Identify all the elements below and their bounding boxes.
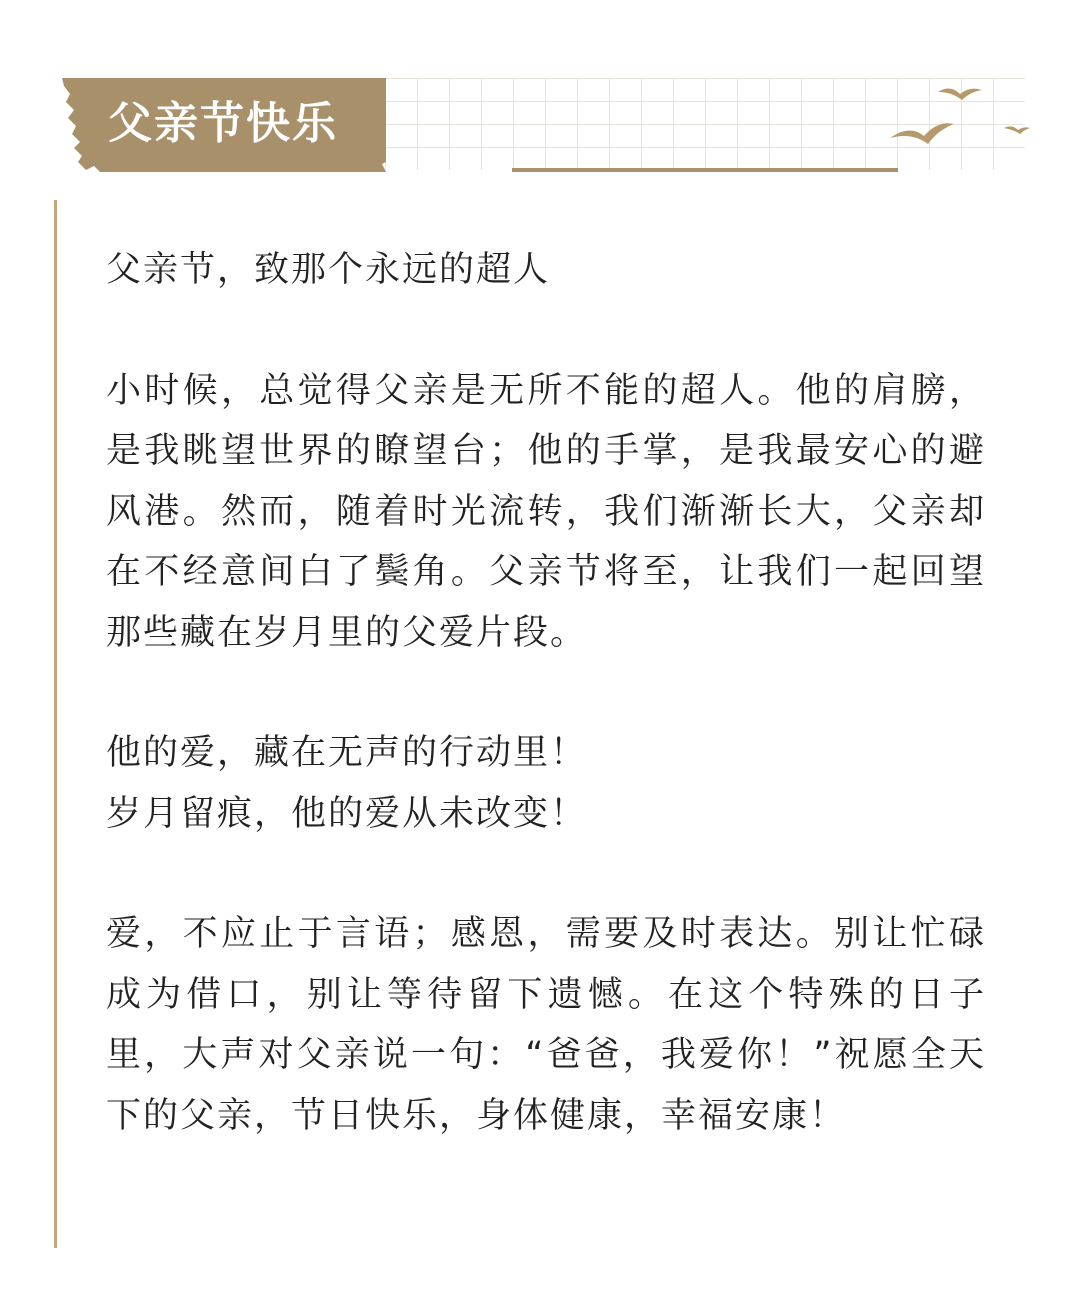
page-title: 父亲节快乐 — [108, 98, 338, 149]
paragraph-closing: 爱，不应止于言语；感恩，需要及时表达。别让忙碌成为借口，别让等待留下遗憾。在这个特殊的日子里，大声对父亲说一句：“爸爸，我爱你！”祝愿全天下的父亲，节日快乐，身体健康，幸福安康！ — [106, 914, 986, 1136]
header-banner — [0, 0, 1080, 200]
line-love-unchanged: 岁月留痕，他的爱从未改变！ — [106, 793, 588, 834]
spacer — [106, 663, 986, 723]
spacer — [106, 844, 986, 904]
article-heading: 父亲节，致那个永远的超人 — [106, 250, 551, 290]
article-body — [106, 240, 986, 1146]
line-love-in-action: 他的爱，藏在无声的行动里！ — [106, 733, 588, 773]
flying-birds-icon — [880, 80, 1040, 160]
paragraph-intro: 小时候，总觉得父亲是无所不能的超人。他的肩膀，是我眺望世界的瞭望台；他的手掌，是我最安心的避风港。然而，随着时光流转，我们渐渐长大，父亲却在不经意间白了鬓角。父亲节将至，让我们一起回望那些藏在岁月里的父爱片段。 — [106, 370, 986, 653]
left-accent-rule — [54, 200, 57, 1248]
banner-underline — [512, 168, 898, 172]
spacer — [106, 301, 986, 361]
